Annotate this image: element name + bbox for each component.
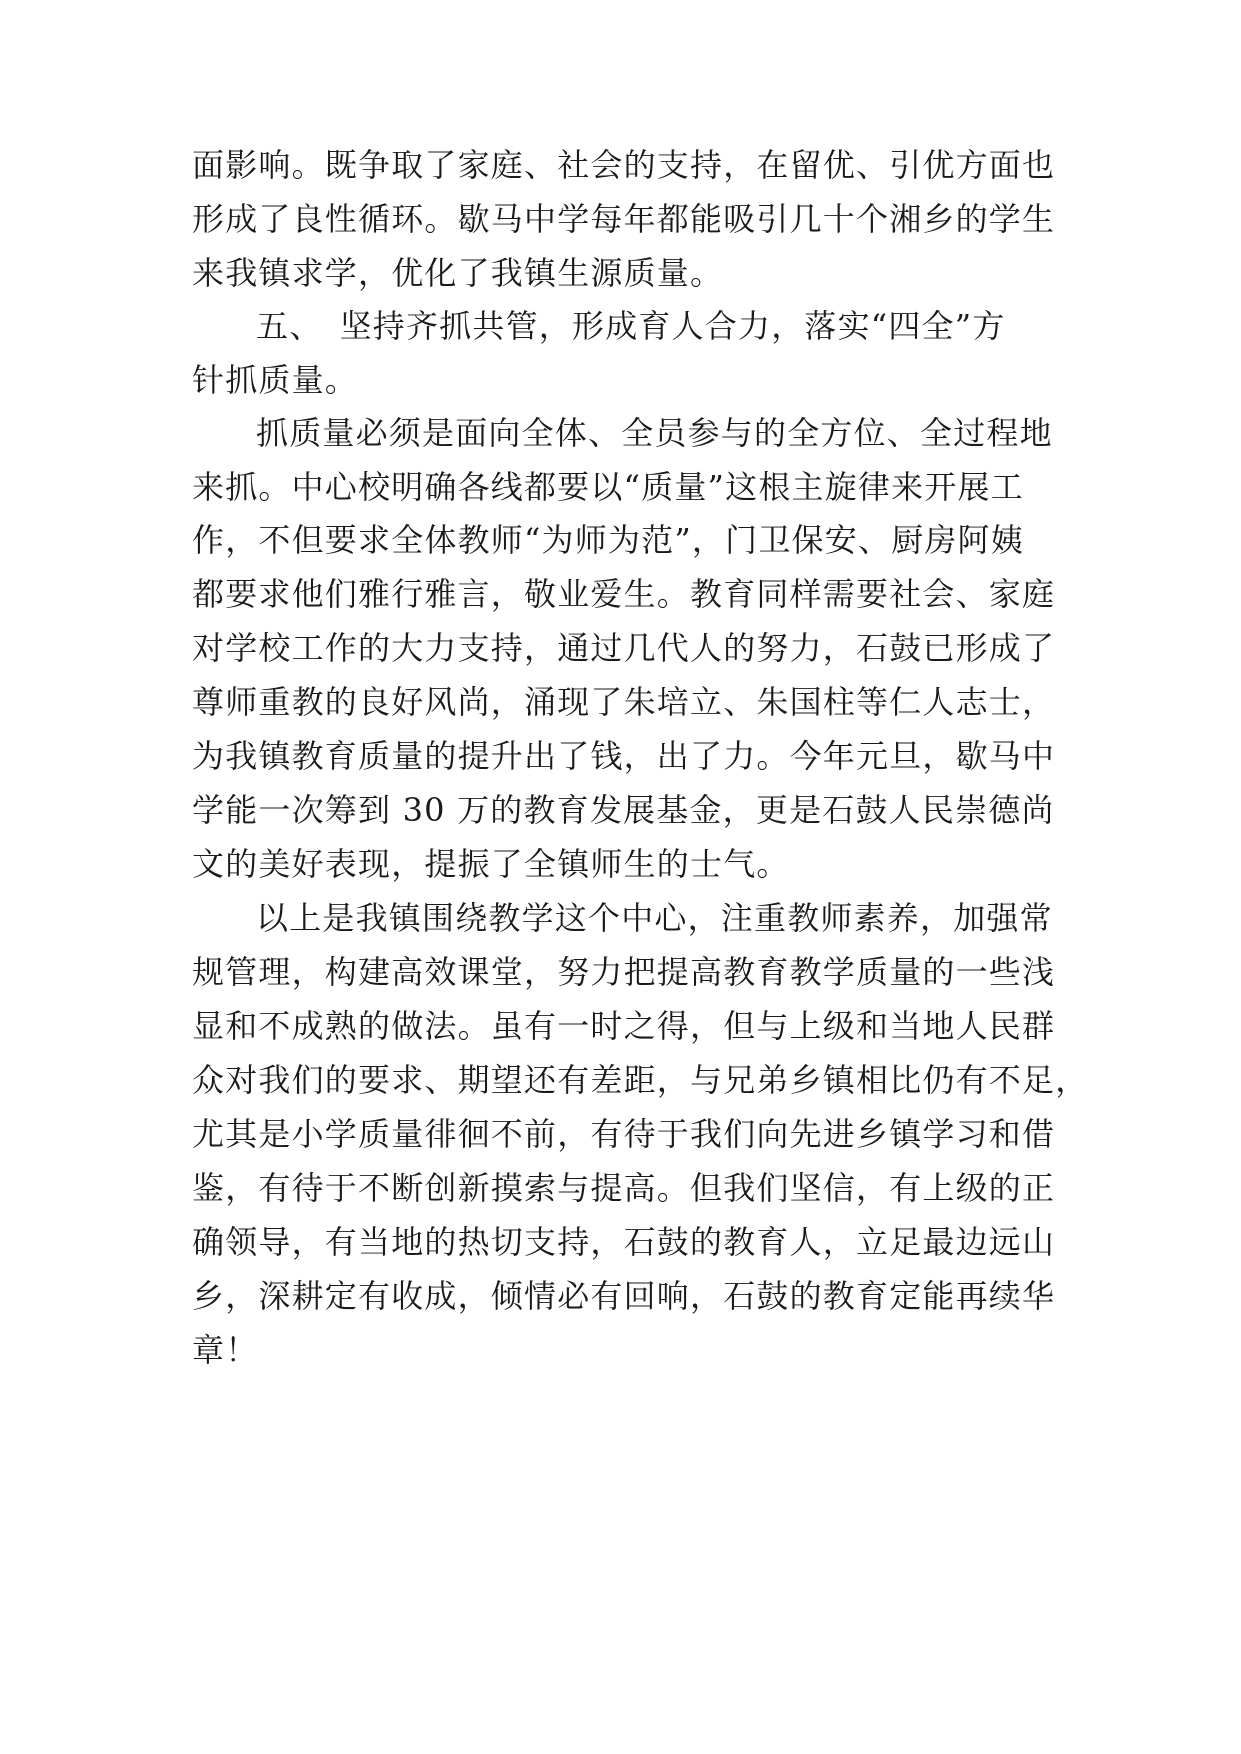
text-line: 形成了良性循环。歇马中学每年都能吸引几十个湘乡的学生 — [192, 200, 1056, 238]
section-heading: 五、 坚持齐抓共管，形成育人合力，落实“四全”方 — [256, 307, 1006, 345]
text-line: 对学校工作的大力支持，通过几代人的努力，石鼓已形成了 — [192, 629, 1056, 667]
text-line: 确领导，有当地的热切支持，石鼓的教育人，立足最边远山 — [192, 1223, 1056, 1261]
text-line: 尊师重教的良好风尚，涌现了朱培立、朱国柱等仁人志士， — [192, 683, 1056, 721]
text-line: 规管理，构建高效课堂，努力把提高教育教学质量的一些浅 — [192, 953, 1056, 991]
text-line: 来抓。中心校明确各线都要以“质量”这根主旋律来开展工 — [192, 468, 1024, 506]
text-line: 为我镇教育质量的提升出了钱，出了力。今年元旦，歇马中 — [192, 737, 1056, 775]
text-line: 来我镇求学，优化了我镇生源质量。 — [192, 254, 724, 292]
text-line: 乡，深耕定有收成，倾情必有回响，石鼓的教育定能再续华 — [192, 1277, 1056, 1315]
text-line: 章！ — [192, 1331, 259, 1369]
text-line: 学能一次筹到 30 万的教育发展基金，更是石鼓人民崇德尚 — [192, 791, 1055, 829]
text-line: 尤其是小学质量徘徊不前，有待于我们向先进乡镇学习和借 — [192, 1115, 1056, 1153]
text-line: 都要求他们雅行雅言，敬业爱生。教育同样需要社会、家庭 — [192, 575, 1056, 613]
text-line: 抓质量必须是面向全体、全员参与的全方位、全过程地 — [256, 414, 1053, 452]
section-heading-continued: 针抓质量。 — [192, 361, 359, 399]
text-line: 文的美好表现，提振了全镇师生的士气。 — [192, 845, 790, 883]
text-line: 以上是我镇围绕教学这个中心，注重教师素养，加强常 — [256, 899, 1053, 937]
text-line: 显和不成熟的做法。虽有一时之得，但与上级和当地人民群 — [192, 1007, 1056, 1045]
text-line: 面影响。既争取了家庭、社会的支持，在留优、引优方面也 — [192, 146, 1056, 184]
text-line: 鉴，有待于不断创新摸索与提高。但我们坚信，有上级的正 — [192, 1169, 1056, 1207]
text-line: 作，不但要求全体教师“为师为范”，门卫保安、厨房阿姨 — [192, 521, 1024, 559]
text-line: 众对我们的要求、期望还有差距，与兄弟乡镇相比仍有不足， — [192, 1061, 1089, 1099]
document-page — [192, 0, 1089, 1754]
